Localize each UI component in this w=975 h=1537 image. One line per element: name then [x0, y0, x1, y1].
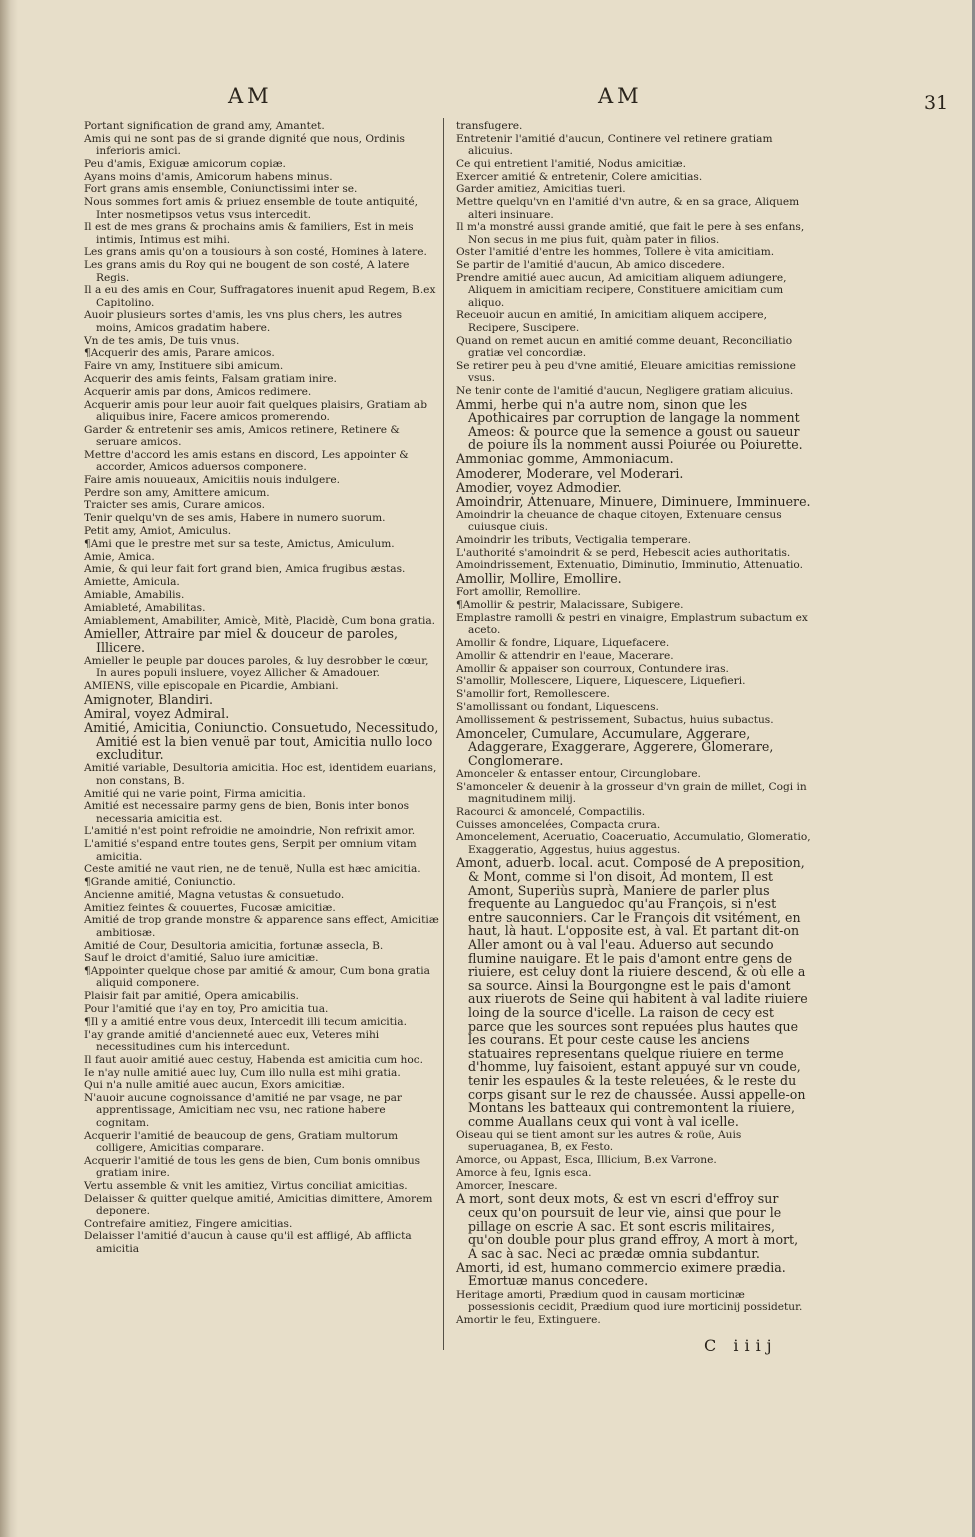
- running-head-left: AM: [228, 84, 273, 108]
- dictionary-entry: Amoindrissement, Extenuatio, Diminutio, Imminutio, Attenuatio.: [456, 559, 803, 572]
- dictionary-entry: A mort, sont deux mots, & est vn escri d'effroy sur ceux qu'on poursuit de leur vie, ainsi que pour le pillage on escrie A sac. Et sont escris militaires, qu'on double pour plus grand effroy, A mort à mort, A sac à sac. Neci ac prædæ omnia subdantur.: [456, 1191, 799, 1261]
- dictionary-entry: Amorcer, Inescare.: [456, 1179, 558, 1192]
- dictionary-entry: Amoindrir les tributs, Vectigalia temperare.: [456, 533, 691, 546]
- dictionary-entry: Amiral, voyez Admiral.: [84, 706, 230, 722]
- dictionary-entry: Amollissement & pestrissement, Subactus, huius subactus.: [456, 713, 774, 726]
- dictionary-entry: L'amitié s'espand entre toutes gens, Serpit per omnium vitam amicitia.: [84, 838, 417, 863]
- binding-gutter: [0, 0, 18, 1537]
- dictionary-entry: Traicter ses amis, Curare amicos.: [84, 499, 266, 512]
- dictionary-entry: Fort grans amis ensemble, Coniunctissimi inter se.: [84, 183, 358, 196]
- dictionary-entry: Amie, Amica.: [84, 550, 155, 563]
- dictionary-entry: Amoderer, Moderare, vel Moderari.: [456, 465, 684, 481]
- dictionary-entry: S'amonceler & deuenir à la grosseur d'vn grain de millet, Cogi in magnitudinem milij.: [456, 780, 807, 805]
- dictionary-entry: Contrefaire amitiez, Fingere amicitias.: [84, 1217, 293, 1230]
- dictionary-entry: Cuisses amoncelées, Compacta crura.: [456, 818, 661, 831]
- dictionary-entry: S'amollir, Mollescere, Liquere, Liquescere, Liquefieri.: [456, 675, 746, 688]
- dictionary-entry: Quand on remet aucun en amitié comme deuant, Reconciliatio gratiæ vel concordiæ.: [456, 334, 793, 359]
- running-head-right: AM: [598, 84, 643, 108]
- dictionary-entry: Il est de mes grans & prochains amis & familiers, Est in meis intimis, Intimus est mihi.: [84, 221, 414, 246]
- dictionary-entry: S'amollissant ou fondant, Liquescens.: [456, 701, 659, 714]
- dictionary-entry: Acquerir amis par dons, Amicos redimere.: [84, 385, 312, 398]
- right-column: [456, 120, 811, 1326]
- dictionary-entry: Amoindrir, Attenuare, Minuere, Diminuere, Imminuere.: [456, 493, 811, 509]
- dictionary-entry: N'auoir aucune cognoissance d'amitié ne par vsage, ne par apprentissage, Amicitiam nec vsu, nec ratione habere cognitam.: [84, 1092, 402, 1129]
- dictionary-entry: I'ay grande amitié d'ancienneté auec eux, Veteres mihi necessitudines cum his intercedunt.: [84, 1028, 380, 1053]
- dictionary-entry: Il a eu des amis en Cour, Suffragatores inuenit apud Regem, B.ex Capitolino.: [84, 284, 436, 309]
- dictionary-entry: Les grans amis qu'on a tousiours à son costé, Homines à latere.: [84, 246, 427, 259]
- dictionary-entry: Oster l'amitié d'entre les hommes, Tollere è vita amicitiam.: [456, 246, 775, 259]
- page-number: 31: [924, 92, 949, 114]
- dictionary-entry: Amieller, Attraire par miel & douceur de paroles, Illicere.: [84, 626, 398, 655]
- dictionary-entry: Prendre amitié auec aucun, Ad amicitiam aliquem adiungere, Aliquem in amicitiam recipere, Constituere amicitiam cum aliquo.: [456, 272, 787, 309]
- dictionary-entry: Acquerir l'amitié de tous les gens de bien, Cum bonis omnibus gratiam inire.: [84, 1154, 421, 1179]
- dictionary-entry: ¶Appointer quelque chose par amitié & amour, Cum bona gratia aliquid componere.: [84, 965, 430, 990]
- dictionary-entry: Amollir & attendrir en l'eaue, Macerare.: [456, 649, 674, 662]
- dictionary-entry: S'amollir fort, Remollescere.: [456, 688, 610, 701]
- dictionary-entry: Amont, aduerb. local. acut. Composé de A preposition, & Mont, comme si l'on disoit, Ad montem, Il est Amont, Superiùs suprà, Maniere de parler plus frequente au Languedoc qu'au François, si n'est entre sauconniers. Car le François dit vsitément, en haut, là haut. L'opposite est, à val. Et partant dit-on Aller amont ou à val l'eau. Aduerso aut secundo flumine nauigare. Et le pais d'amont entre gens de riuiere, est celuy dont la riuiere descend, & où elle a sa source. Ainsi la Bourgongne est le pais d'amont aux riuerots de Seine qui habitent à val ladite riuiere loing de la source d'icelle. La raison de cecy est parce que les sources sont repuées plus hautes que les courans. Et pour ceste cause les anciens statuaires representans quelque riuiere en terme d'homme, luy faisoient, estant appuyé sur vn coude, tenir les espaules & la teste releuées, & le reste du corps gisant sur le rez de chaussée. Aussi appelle-on Montans les batteaux qui contremontent la riuiere, comme Auallans ceux qui vont à val icelle.: [456, 855, 808, 1129]
- column-rule: [443, 118, 444, 1350]
- dictionary-entry: Auoir plusieurs sortes d'amis, les vns plus chers, les autres moins, Amicos gradatim habere.: [84, 309, 403, 334]
- dictionary-entry: Garder amitiez, Amicitias tueri.: [456, 183, 626, 196]
- dictionary-entry: Amorti, id est, humano commercio eximere prædia. Emortuæ manus concedere.: [456, 1259, 786, 1289]
- dictionary-entry: Qui n'a nulle amitié auec aucun, Exors amicitiæ.: [84, 1079, 345, 1092]
- dictionary-entry: Amitié est necessaire parmy gens de bien, Bonis inter bonos necessaria amicitia est.: [84, 800, 410, 825]
- dictionary-entry: Amieller le peuple par douces paroles, & luy desrobber le cœur, In aures populi insluere, voyez Allicher & Amadouer.: [84, 655, 429, 680]
- dictionary-entry: Delaisser l'amitié d'aucun à cause qu'il est affligé, Ab afflicta amicitia: [84, 1230, 412, 1255]
- dictionary-entry: ¶Il y a amitié entre vous deux, Intercedit illi tecum amicitia.: [84, 1015, 407, 1028]
- dictionary-entry: Nous sommes fort amis & priuez ensemble de toute antiquité, Inter nosmetipsos vetus vsus intercedit.: [84, 196, 418, 221]
- dictionary-entry: Petit amy, Amiot, Amiculus.: [84, 525, 232, 537]
- dictionary-entry: ¶Amollir & pestrir, Malacissare, Subigere.: [456, 599, 684, 612]
- dictionary-entry: Amitié, Amicitia, Coniunctio. Consuetudo, Necessitudo, Amitié est la bien venuë par tout, Amicitia nullo loco excluditur.: [84, 720, 439, 763]
- dictionary-entry: Perdre son amy, Amittere amicum.: [84, 486, 270, 499]
- dictionary-entry: AMIENS, ville episcopale en Picardie, Ambiani.: [84, 680, 339, 693]
- dictionary-entry: Garder & entretenir ses amis, Amicos retinere, Retinere & seruare amicos.: [84, 423, 400, 448]
- dictionary-entry: Amiette, Amicula.: [84, 576, 180, 589]
- dictionary-entry: Ne tenir conte de l'amitié d'aucun, Negligere gratiam alicuius.: [456, 384, 794, 397]
- dictionary-entry: Vn de tes amis, De tuis vnus.: [84, 334, 240, 347]
- dictionary-entry: ¶Grande amitié, Coniunctio.: [84, 876, 236, 889]
- dictionary-entry: ¶Acquerir des amis, Parare amicos.: [84, 347, 275, 360]
- dictionary-entry: Ayans moins d'amis, Amicorum habens minus.: [84, 170, 333, 183]
- dictionary-entry: Racourci & amoncelé, Compactilis.: [456, 805, 646, 818]
- dictionary-entry: Amodier, voyez Admodier.: [456, 479, 622, 495]
- dictionary-entry: Fort amollir, Remollire.: [456, 586, 581, 599]
- dictionary-entry: Pour l'amitié que i'ay en toy, Pro amicitia tua.: [84, 1003, 329, 1016]
- dictionary-entry: Ammoniac gomme, Ammoniacum.: [456, 451, 674, 467]
- dictionary-entry: Se retirer peu à peu d'vne amitié, Eleuare amicitias remissione vsus.: [456, 359, 796, 384]
- signature-mark: C iiij: [704, 1336, 778, 1355]
- dictionary-entry: Amiablement, Amabiliter, Amicè, Mitè, Placidè, Cum bona gratia.: [84, 614, 436, 627]
- dictionary-entry: Amiableté, Amabilitas.: [84, 601, 206, 614]
- dictionary-entry: Amiable, Amabilis.: [84, 588, 185, 601]
- dictionary-entry: Faire amis nouueaux, Amicitiis nouis indulgere.: [84, 473, 340, 486]
- dictionary-entry: Amollir & appaiser son courroux, Contundere iras.: [456, 662, 729, 675]
- dictionary-entry: Portant signification de grand amy, Amantet.: [84, 120, 325, 132]
- dictionary-entry: Amitié de trop grande monstre & apparence sans effect, Amicitiæ ambitiosæ.: [84, 914, 439, 939]
- dictionary-entry: Sauf le droict d'amitié, Saluo iure amicitiæ.: [84, 952, 319, 965]
- dictionary-entry: Amortir le feu, Extinguere.: [456, 1313, 601, 1326]
- dictionary-entry: Il faut auoir amitié auec cestuy, Habenda est amicitia cum hoc.: [84, 1053, 424, 1066]
- dictionary-entry: Amorce à feu, Ignis esca.: [456, 1166, 592, 1179]
- dictionary-entry: Amonceler, Cumulare, Accumulare, Aggerare, Adaggerare, Exaggerare, Aggerere, Glomerare, Conglomerare.: [456, 725, 774, 768]
- dictionary-entry: Amoncelement, Aceruatio, Coaceruatio, Accumulatio, Glomeratio, Exaggeratio, Aggestus, huius aggestus.: [456, 831, 811, 856]
- dictionary-entry: Heritage amorti, Prædium quod in causam morticinæ possessionis cecidit, Prædium quod iure morticinij possidetur.: [456, 1288, 803, 1313]
- dictionary-entry: Receuoir aucun en amitié, In amicitiam aliquem accipere, Recipere, Suscipere.: [456, 309, 767, 334]
- dictionary-entry: Amitiez feintes & couuertes, Fucosæ amicitiæ.: [84, 901, 336, 914]
- dictionary-entry: Amollir, Mollire, Emollire.: [456, 571, 622, 587]
- dictionary-entry: Amonceler & entasser entour, Circunglobare.: [456, 767, 701, 780]
- dictionary-entry: Emplastre ramolli & pestri en vinaigre, Emplastrum subactum ex aceto.: [456, 611, 808, 637]
- dictionary-entry: Acquerir amis pour leur auoir fait quelques plaisirs, Gratiam ab aliquibus inire, Facere amicos promerendo.: [84, 398, 427, 423]
- dictionary-entry: Tenir quelqu'vn de ses amis, Habere in numero suorum.: [84, 512, 386, 525]
- dictionary-entry: Ceste amitié ne vaut rien, ne de tenuë, Nulla est hæc amicitia.: [84, 863, 421, 876]
- dictionary-entry: ¶Ami que le prestre met sur sa teste, Amictus, Amiculum.: [84, 537, 395, 550]
- dictionary-entry: L'amitié n'est point refroidie ne amoindrie, Non refrixit amor.: [84, 825, 416, 838]
- dictionary-entry: Vertu assemble & vnit les amitiez, Virtus conciliat amicitias.: [84, 1179, 408, 1192]
- dictionary-entry: Acquerir des amis feints, Falsam gratiam inire.: [84, 372, 337, 385]
- dictionary-entry: Exercer amitié & entretenir, Colere amicitias.: [456, 170, 703, 183]
- dictionary-entry: Peu d'amis, Exiguæ amicorum copiæ.: [84, 157, 286, 170]
- dictionary-entry: Entretenir l'amitié d'aucun, Continere vel retinere gratiam alicuius.: [456, 132, 773, 158]
- dictionary-entry: Se partir de l'amitié d'aucun, Ab amico discedere.: [456, 259, 725, 272]
- dictionary-entry: Delaisser & quitter quelque amitié, Amicitias dimittere, Amorem deponere.: [84, 1192, 433, 1217]
- dictionary-entry: Ammi, herbe qui n'a autre nom, sinon que les Apothicaires par corruption de langage la nomment Ameos: & pource que la semence a goust ou saueur de poiure ils la nomment aussi Poiurée ou Poiurette.: [456, 396, 803, 453]
- dictionary-entry: Amis qui ne sont pas de si grande dignité que nous, Ordinis inferioris amici.: [84, 132, 405, 158]
- left-column: [84, 120, 439, 1256]
- dictionary-entry: Acquerir l'amitié de beaucoup de gens, Gratiam multorum colligere, Amicitias comparare.: [84, 1129, 399, 1154]
- dictionary-entry: Les grans amis du Roy qui ne bougent de son costé, A latere Regis.: [84, 259, 410, 284]
- dictionary-entry: Amitié variable, Desultoria amicitia. Hoc est, identidem euarians, non constans, B.: [84, 762, 437, 787]
- dictionary-entry: Amitié de Cour, Desultoria amicitia, fortunæ assecla, B.: [84, 939, 384, 952]
- dictionary-entry: Mettre d'accord les amis estans en discord, Les appointer & accorder, Amicos aduersos componere.: [84, 448, 409, 474]
- dictionary-entry: Amollir & fondre, Liquare, Liquefacere.: [456, 637, 670, 650]
- dictionary-entry: Amoindrir la cheuance de chaque citoyen, Extenuare census cuiusque ciuis.: [456, 508, 782, 534]
- dictionary-entry: Ie n'ay nulle amitié auec luy, Cum illo nulla est mihi gratia.: [84, 1066, 401, 1079]
- dictionary-entry: Mettre quelqu'vn en l'amitié d'vn autre, & en sa grace, Aliquem alteri insinuare.: [456, 196, 800, 221]
- dictionary-entry: L'authorité s'amoindrit & se perd, Hebescit acies authoritatis.: [456, 546, 791, 559]
- dictionary-entry: Plaisir fait par amitié, Opera amicabilis.: [84, 990, 299, 1003]
- dictionary-entry: Amie, & qui leur fait fort grand bien, Amica frugibus æstas.: [84, 563, 406, 576]
- dictionary-entry: Ancienne amitié, Magna vetustas & consuetudo.: [84, 888, 345, 901]
- dictionary-entry: Faire vn amy, Instituere sibi amicum.: [84, 360, 284, 373]
- dictionary-entry: Amorce, ou Appast, Esca, Illicium, B.ex Varrone.: [456, 1153, 717, 1166]
- dictionary-entry: Amitié qui ne varie point, Firma amicitia.: [84, 787, 306, 800]
- dictionary-entry: transfugere.: [456, 120, 523, 132]
- dictionary-entry: Ce qui entretient l'amitié, Nodus amicitiæ.: [456, 157, 686, 170]
- dictionary-entry: Il m'a monstré aussi grande amitié, que fait le pere à ses enfans, Non secus in me pius fuit, quàm pater in filios.: [456, 221, 805, 246]
- dictionary-entry: Oiseau qui se tient amont sur les autres & roüe, Auis superuaganea, B, ex Festo.: [456, 1128, 742, 1154]
- dictionary-entry: Amignoter, Blandiri.: [84, 691, 214, 707]
